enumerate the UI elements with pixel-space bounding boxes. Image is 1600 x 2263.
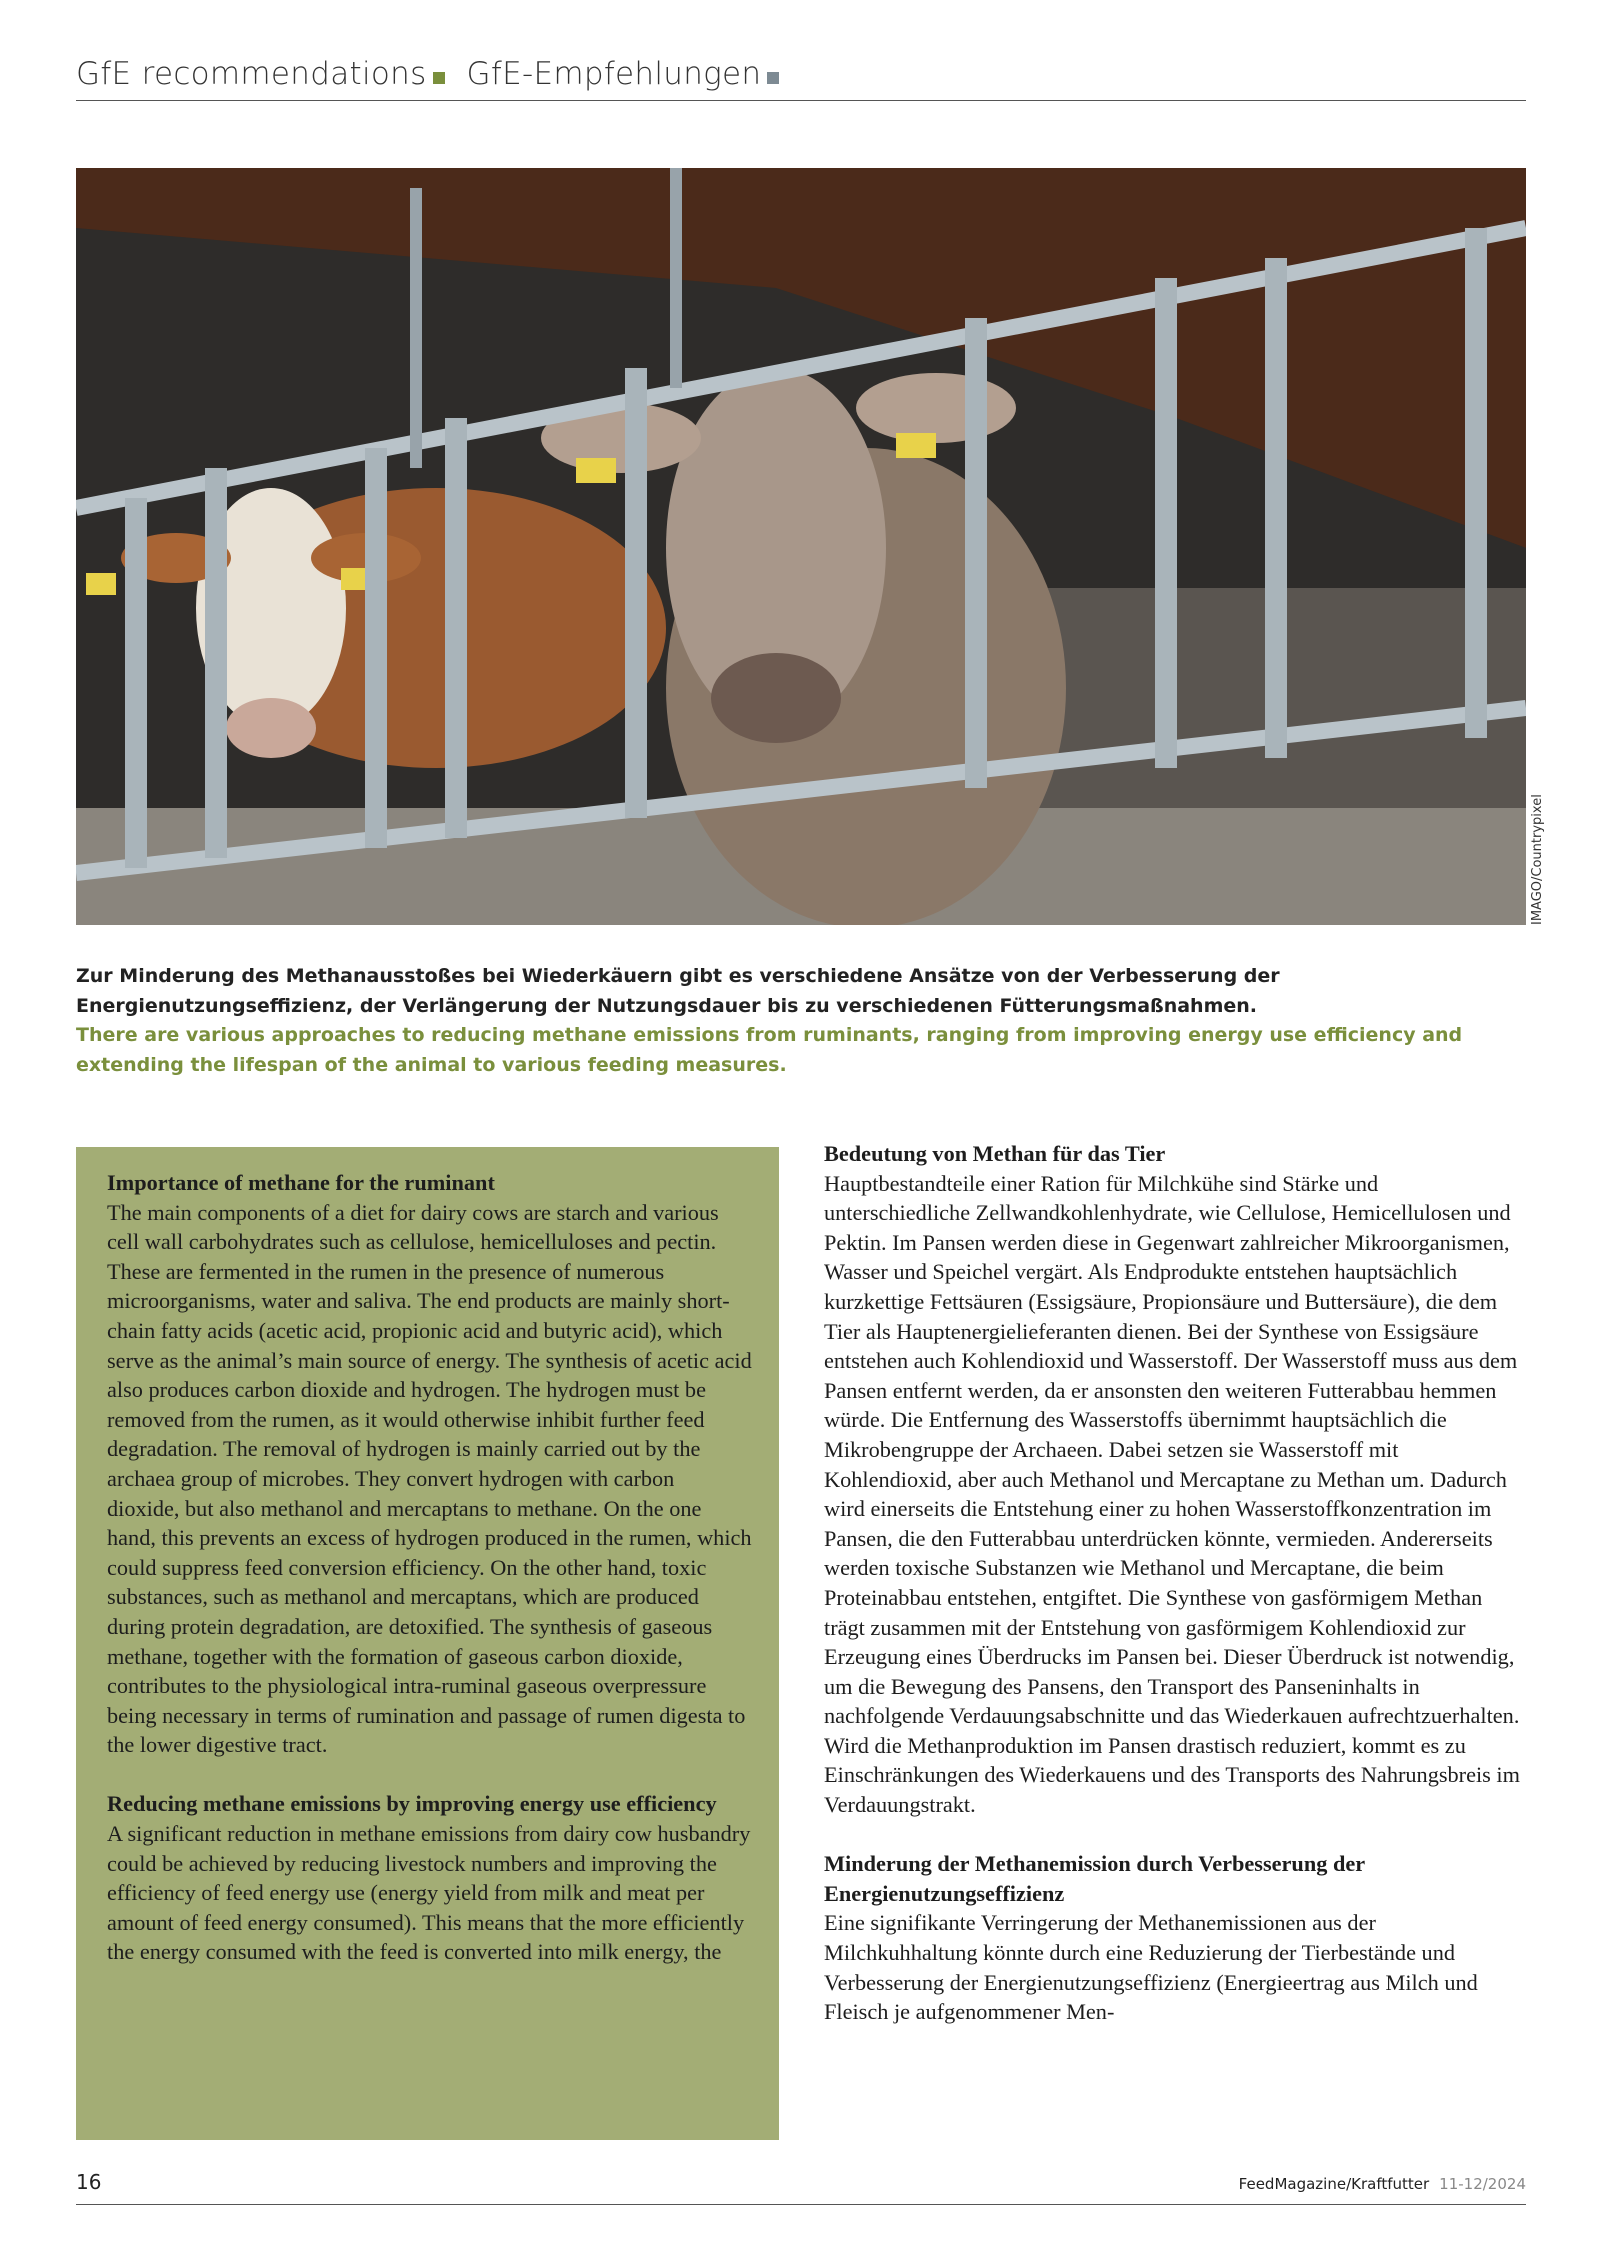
caption-english: There are various approaches to reducing methane emissions from ruminants, ranging from improving energy use efficiency and extending the lifespan of the animal to various feeding measures. <box>76 1024 1463 1076</box>
paragraph: Eine signifikante Verringerung der Methanemissionen aus der Milchkuhhaltung könnte durch eine Reduzierung der Tierbestände und Verbesserung der Energienutzungseffizienz (Energieertrag aus Milch und Fleisch je aufgenommener Men- <box>824 1910 1478 2025</box>
green-square-icon <box>433 72 445 84</box>
header-title-de: GfE-Empfehlungen <box>466 56 762 92</box>
section-heading: Reducing methane emissions by improving energy use efficiency <box>107 1791 717 1817</box>
publication-info <box>1239 2175 1526 2193</box>
paragraph: A significant reduction in methane emissions from dairy cow husbandry could be achieved by reducing livestock numbers and improving the efficiency of feed energy use (energy yield from milk and meat per amount of feed energy consumed). This means that the more efficiently the energy consumed with the feed is converted into milk energy, the <box>107 1821 751 1965</box>
page-footer <box>76 2170 1526 2205</box>
photo-caption <box>76 962 1526 1080</box>
section-heading: Bedeutung von Methan für das Tier <box>824 1141 1166 1166</box>
publication-name: FeedMagazine/Kraftfutter <box>1238 2175 1430 2193</box>
paragraph: The main components of a diet for dairy cows are starch and various cell wall carbohydrates such as cellulose, hemicelluloses and pectin. These are fermented in the rumen in the presence of numerous microorganisms, water and saliva. The end products are mainly short-chain fatty acids (acetic acid, propionic acid and butyric acid), which serve as the animal’s main source of energy. The synthesis of acetic acid also produces carbon dioxide and hydrogen. The hydrogen must be removed from the rumen, as it would otherwise inhibit further feed degradation. The removal of hydrogen is mainly carried out by the archaea group of microbes. They convert hydrogen with carbon dioxide, but also methanol and mercaptans to methane. On the one hand, this prevents an excess of hydrogen produced in the rumen, which could suppress feed conversion efficiency. On the other hand, toxic substances, such as methanol and mercaptans, which are produced during protein degradation, are detoxified. The synthesis of gaseous methane, together with the formation of gaseous carbon dioxide, contributes to the physiological intra-ruminal gaseous overpressure being necessary in terms of rumination and passage of rumen digesta to the lower digestive tract. <box>107 1199 752 1758</box>
header-title-en: GfE recommendations <box>76 56 427 92</box>
cow-photo-illustration <box>76 168 1526 925</box>
issue-number: 11-12/2024 <box>1439 2175 1526 2193</box>
english-column <box>107 1168 752 1967</box>
page-number: 16 <box>76 2170 102 2194</box>
photo-credit: IMAGO/Countrypixel <box>1530 794 1545 925</box>
running-header <box>76 56 1526 101</box>
grey-square-icon <box>767 72 779 84</box>
german-column <box>824 1139 1526 2027</box>
section-heading: Importance of methane for the ruminant <box>107 1170 495 1195</box>
caption-german: Zur Minderung des Methanausstoßes bei Wiederkäuern gibt es verschiedene Ansätze von der Verbesserung der Energienutzungseffizienz, der Verlängerung der Nutzungsdauer bis zu verschiedenen Fütterungsmaßnahmen. <box>76 965 1280 1017</box>
paragraph: Hauptbestandteile einer Ration für Milchkühe sind Stärke und unterschiedliche Zellwandkohlenhydrate, wie Cellulose, Hemicellulosen und Pektin. Im Pansen werden diese in Gegenwart zahlreicher Mikroorganismen, Wasser und Speichel vergärt. Als Endprodukte entstehen hauptsächlich kurzkettige Fettsäuren (Essigsäure, Propionsäure und Buttersäure), die dem Tier als Hauptenergielieferanten dienen. Bei der Synthese von Essigsäure entstehen auch Kohlendioxid und Wasserstoff. Der Wasserstoff muss aus dem Pansen entfernt werden, da er ansonsten den weiteren Futterabbau hemmen würde. Die Entfernung des Wasserstoffs übernimmt hauptsächlich die Mikrobengruppe der Archaeen. Dabei setzen sie Wasserstoff mit Kohlendioxid, aber auch Methanol und Mercaptane zu Methan um. Dadurch wird einerseits die Entstehung einer zu hohen Wasserstoffkonzentration im Pansen, die den Futterabbau unterdrücken könnte, vermieden. Andererseits werden toxische Substanzen wie Methanol und Mercaptane, die beim Proteinabbau entstehen, entgiftet. Die Synthese von gasförmigem Methan trägt zusammen mit der Entstehung von gasförmigem Kohlendioxid zur Erzeugung eines Überdrucks im Pansen bei. Dieser Überdruck ist notwendig, um die Bewegung des Pansens, den Transport des Panseninhalts in nachfolgende Verdauungsabschnitte und das Wiederkauen aufrechtzuerhalten. Wird die Methanproduktion im Pansen drastisch reduziert, kommt es zu Einschränkungen des Wiederkauens und des Transports des Nahrungsbreis im Verdauungstrakt. <box>824 1170 1520 1818</box>
section-heading: Minderung der Methanemission durch Verbesserung der Energienutzungseffizienz <box>824 1851 1365 1906</box>
cow-photo <box>76 168 1526 925</box>
